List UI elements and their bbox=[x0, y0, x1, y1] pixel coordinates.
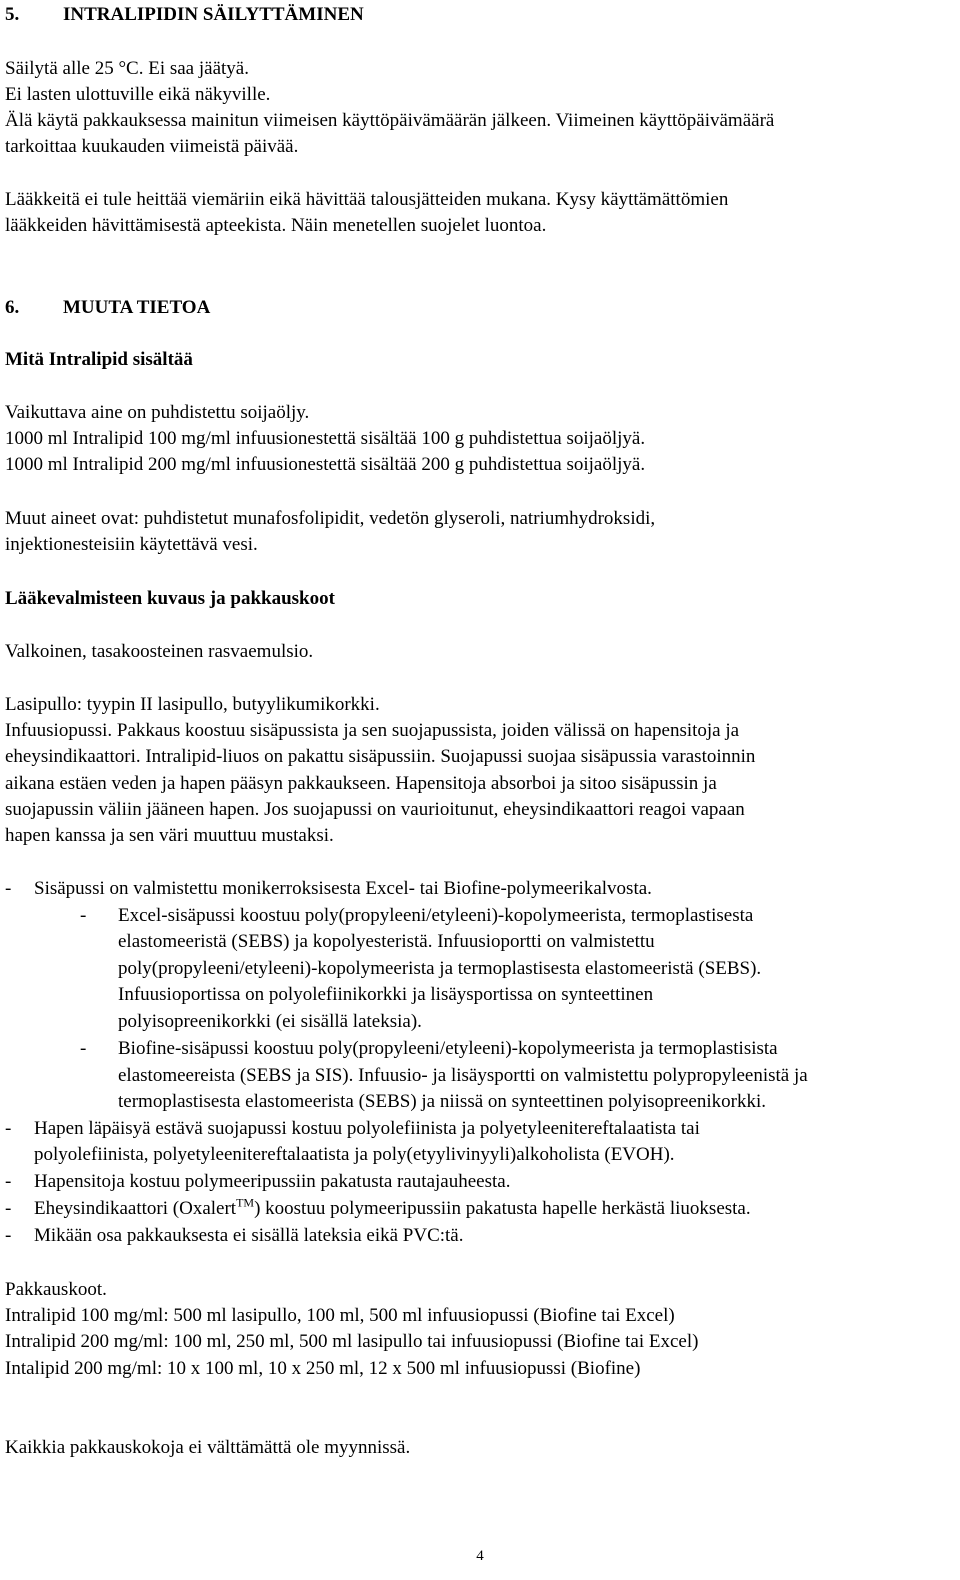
section-5-title: INTRALIPIDIN SÄILYTTÄMINEN bbox=[63, 4, 364, 25]
section-6-heading bbox=[5, 295, 210, 321]
expiry-line-2: tarkoittaa kuukauden viimeistä päivää. bbox=[5, 136, 299, 157]
bullet-dash: - bbox=[5, 1171, 12, 1192]
bullet-dash: - bbox=[5, 878, 12, 899]
bullet-dash: - bbox=[5, 1198, 12, 1219]
sub-bullet-text: elastomeeristä (SEBS) ja kopolyesteristä. Infuusioportti on valmistettu bbox=[118, 931, 655, 952]
disposal-line-2: lääkkeiden hävittämisestä apteekista. Näin menetellen suojelet luontoa. bbox=[5, 215, 547, 236]
bullet-absorber bbox=[5, 1169, 955, 1195]
bullet-text: Mikään osa pakkauksesta ei sisällä lateksia eikä PVC:tä. bbox=[34, 1225, 464, 1246]
bullet-indicator bbox=[5, 1196, 955, 1222]
bullet-latex bbox=[5, 1223, 955, 1249]
sub-bullet-excel-cont bbox=[5, 929, 955, 955]
storage-temp-line: Säilytä alle 25 °C. Ei saa jäätyä. bbox=[5, 58, 249, 79]
bullet-dash: - bbox=[5, 1118, 12, 1139]
expiry-line-1: Älä käytä pakkauksessa mainitun viimeisen käyttöpäivämäärän jälkeen. Viimeinen käyttöpäivämäärä bbox=[5, 110, 775, 131]
container-line-4: aikana estäen veden ja hapen pääsyn pakkaukseen. Hapensitoja absorboi ja sitoo sisäpussin ja bbox=[5, 773, 717, 794]
section-5-heading bbox=[5, 2, 364, 28]
sub-bullet-text: elastomeereista (SEBS ja SIS). Infuusio- ja lisäysportti on valmistettu polypropyleenistä ja bbox=[118, 1065, 808, 1086]
active-substance-line: Vaikuttava aine on puhdistettu soijaöljy. bbox=[5, 402, 310, 423]
sub-bullet-biofine-cont bbox=[5, 1089, 955, 1115]
bullet-text: Hapen läpäisyä estävä suojapussi kostuu polyolefiinista ja polyetyleenitereftalaatista tai bbox=[34, 1118, 700, 1139]
container-line-3: eheysindikaattori. Intralipid-liuos on pakattu sisäpussiin. Suojapussi suojaa sisäpussia varastoinnin bbox=[5, 746, 756, 767]
appearance-line: Valkoinen, tasakoosteinen rasvaemulsio. bbox=[5, 641, 314, 662]
bullet-overwrap-cont bbox=[5, 1142, 955, 1168]
sub-bullet-text: poly(propyleeni/etyleeni)-kopolymeerista ja termoplastisesta elastomeeristä (SEBS). bbox=[118, 958, 762, 979]
container-line-5: suojapussin väliin jääneen hapen. Jos suojapussi on vaurioitunut, eheysindikaattori reagoi vapaan bbox=[5, 799, 745, 820]
sub-bullet-biofine-cont bbox=[5, 1063, 955, 1089]
strength-100-line: 1000 ml Intralipid 100 mg/ml infuusionestettä sisältää 100 g puhdistettua soijaöljyä. bbox=[5, 428, 646, 449]
sub-bullet-text: polyisopreenikorkki (ei sisällä lateksia). bbox=[118, 1011, 422, 1032]
indicator-text-start: Eheysindikaattori (Oxalert bbox=[34, 1198, 237, 1219]
children-line: Ei lasten ulottuville eikä näkyville. bbox=[5, 84, 271, 105]
bullet-dash: - bbox=[5, 1225, 12, 1246]
indicator-text-end: ) koostuu polymeeripussiin pakatusta hapelle herkästä liuoksesta. bbox=[254, 1198, 751, 1219]
description-heading: Lääkevalmisteen kuvaus ja pakkauskoot bbox=[5, 588, 335, 609]
sub-bullet-excel bbox=[5, 903, 955, 929]
bullet-text: Hapensitoja kostuu polymeeripussiin pakatusta rautajauheesta. bbox=[34, 1171, 511, 1192]
sub-bullet-text: Infuusioportissa on polyolefiinikorkki ja lisäysportissa on synteettinen bbox=[118, 984, 654, 1005]
bullet-text: polyolefiinista, polyetyleenitereftalaatista ja poly(etyylivinyyli)alkoholista (EVOH). bbox=[34, 1144, 675, 1165]
sub-bullet-text: termoplastisesta elastomeerista (SEBS) ja niissä on synteettinen polyisopreenikorkki. bbox=[118, 1091, 766, 1112]
disposal-line-1: Lääkkeitä ei tule heittää viemäriin eikä hävittää talousjätteiden mukana. Kysy käyttämättömien bbox=[5, 189, 729, 210]
sub-bullet-dash: - bbox=[80, 905, 87, 926]
container-line-1: Lasipullo: tyypin II lasipullo, butyylikumikorkki. bbox=[5, 694, 380, 715]
sub-bullet-biofine bbox=[5, 1036, 955, 1062]
trademark-sup: TM bbox=[236, 1195, 255, 1210]
container-line-6: hapen kanssa ja sen väri muuttuu mustaksi. bbox=[5, 825, 334, 846]
sub-bullet-excel-cont bbox=[5, 982, 955, 1008]
container-line-2: Infuusiopussi. Pakkaus koostuu sisäpussista ja sen suojapussista, joiden välissä on hapensitoja ja bbox=[5, 720, 740, 741]
sub-bullet-excel-cont bbox=[5, 1009, 955, 1035]
contents-heading: Mitä Intralipid sisältää bbox=[5, 349, 193, 370]
bullet-inner-bag bbox=[5, 876, 955, 902]
pack-sizes-heading: Pakkauskoot. bbox=[5, 1279, 107, 1300]
strength-200-line: 1000 ml Intralipid 200 mg/ml infuusionestettä sisältää 200 g puhdistettua soijaöljyä. bbox=[5, 454, 646, 475]
excipients-line-2: injektionesteisiin käytettävä vesi. bbox=[5, 534, 258, 555]
section-6-title: MUUTA TIETOA bbox=[63, 297, 211, 318]
sub-bullet-text: Excel-sisäpussi koostuu poly(propyleeni/etyleeni)-kopolymeerista, termoplastisesta bbox=[118, 905, 754, 926]
pack-line-3: Intalipid 200 mg/ml: 10 x 100 ml, 10 x 250 ml, 12 x 500 ml infuusiopussi (Biofine) bbox=[5, 1358, 641, 1379]
bullet-overwrap bbox=[5, 1116, 955, 1142]
pack-availability-note: Kaikkia pakkauskokoja ei välttämättä ole myynnissä. bbox=[5, 1437, 411, 1458]
pack-line-1: Intralipid 100 mg/ml: 500 ml lasipullo, 100 ml, 500 ml infuusiopussi (Biofine tai Excel) bbox=[5, 1305, 675, 1326]
bullet-text bbox=[34, 1196, 751, 1222]
excipients-line-1: Muut aineet ovat: puhdistetut munafosfolipidit, vedetön glyseroli, natriumhydroksidi, bbox=[5, 508, 656, 529]
section-6-number: 6. bbox=[5, 297, 20, 318]
sub-bullet-excel-cont bbox=[5, 956, 955, 982]
pack-line-2: Intralipid 200 mg/ml: 100 ml, 250 ml, 500 ml lasipullo tai infuusiopussi (Biofine tai Excel) bbox=[5, 1331, 699, 1352]
sub-bullet-dash: - bbox=[80, 1038, 87, 1059]
sub-bullet-text: Biofine-sisäpussi koostuu poly(propyleeni/etyleeni)-kopolymeerista ja termoplastisista bbox=[118, 1038, 778, 1059]
section-5-number: 5. bbox=[5, 4, 20, 25]
bullet-text: Sisäpussi on valmistettu monikerroksisesta Excel- tai Biofine-polymeerikalvosta. bbox=[34, 878, 652, 899]
page-number: 4 bbox=[476, 1548, 484, 1564]
